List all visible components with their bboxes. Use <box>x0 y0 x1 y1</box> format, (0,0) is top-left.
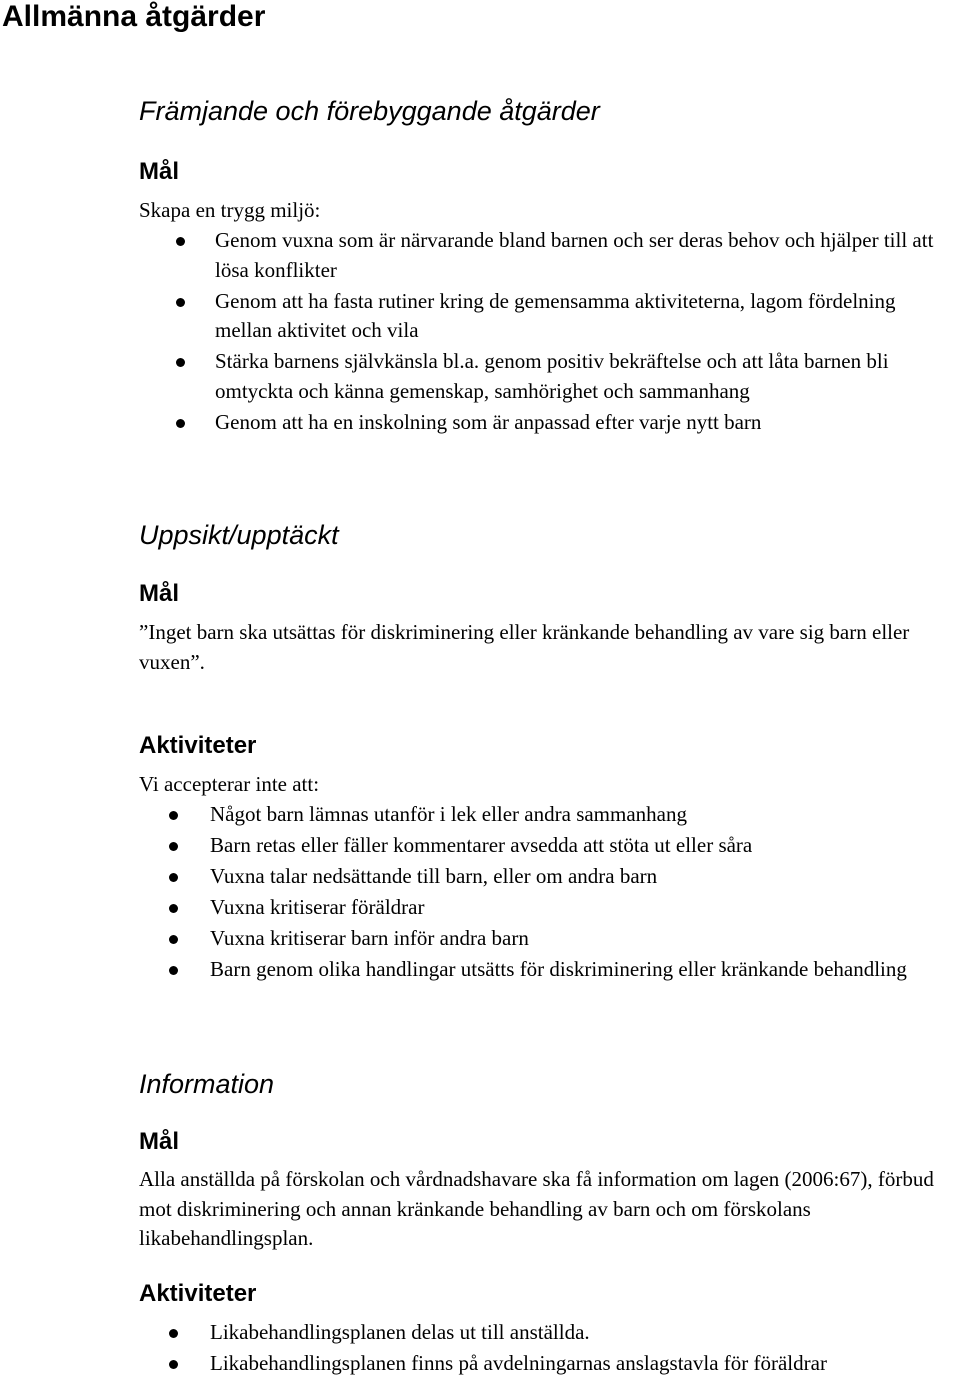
list-item: Likabehandlingsplanen finns på avdelningarnas anslagstavla för föräldrar <box>210 1349 960 1379</box>
list-item: Vuxna kritiserar barn inför andra barn <box>210 924 960 954</box>
bullet-icon <box>169 904 178 913</box>
activities-intro: Vi accepterar inte att: <box>139 772 320 796</box>
bullet-icon <box>169 935 178 944</box>
section-heading-information: Information <box>139 1069 275 1099</box>
bullet-list-uppsikt <box>210 800 960 986</box>
section-heading-framjande: Främjande och förebyggande åtgärder <box>139 96 600 126</box>
goal-heading: Mål <box>139 158 180 185</box>
goal-heading: Mål <box>139 1128 180 1155</box>
list-item: Genom att ha fasta rutiner kring de gemensamma aktiviteterna, lagom fördelning mellan aktivitet och vila <box>215 287 955 346</box>
list-item: Genom att ha en inskolning som är anpassad efter varje nytt barn <box>215 408 955 438</box>
bullet-icon <box>176 358 185 367</box>
bullet-icon <box>169 873 178 882</box>
page-title: Allmänna åtgärder <box>2 0 266 33</box>
list-item: Genom vuxna som är närvarande bland barnen och ser deras behov och hjälper till att lösa konflikter <box>215 226 955 285</box>
bullet-icon <box>176 298 185 307</box>
section-intro: Skapa en trygg miljö: <box>139 198 321 222</box>
goal-text: Alla anställda på förskolan och vårdnadshavare ska få information om lagen (2006:67), förbud mot diskriminering och annan kränkande behandling av barn och om förskolans likabehandlingsplan. <box>139 1167 934 1250</box>
list-item: Vuxna talar nedsättande till barn, eller om andra barn <box>210 862 960 892</box>
list-item: Stärka barnens självkänsla bl.a. genom positiv bekräftelse och att låta barnen bli omtyckta och känna gemenskap, samhörighet och sammanhang <box>215 347 955 406</box>
bullet-icon <box>169 842 178 851</box>
bullet-icon <box>169 1360 178 1369</box>
list-item: Barn retas eller fäller kommentarer avsedda att stöta ut eller såra <box>210 831 960 861</box>
bullet-icon <box>176 419 185 428</box>
bullet-list-information <box>210 1318 960 1380</box>
bullet-icon <box>169 811 178 820</box>
list-item: Likabehandlingsplanen delas ut till anställda. <box>210 1318 960 1348</box>
section-heading-uppsikt: Uppsikt/upptäckt <box>139 520 339 550</box>
bullet-icon <box>176 237 185 246</box>
list-item: Något barn lämnas utanför i lek eller andra sammanhang <box>210 800 960 830</box>
list-item: Vuxna kritiserar föräldrar <box>210 893 960 923</box>
activities-heading: Aktiviteter <box>139 1280 257 1307</box>
list-item: Barn genom olika handlingar utsätts för diskriminering eller kränkande behandling <box>210 955 960 985</box>
bullet-list-framjande <box>215 226 955 439</box>
bullet-icon <box>169 1329 178 1338</box>
goal-heading: Mål <box>139 580 180 607</box>
activities-heading: Aktiviteter <box>139 732 257 759</box>
bullet-icon <box>169 966 178 975</box>
goal-text: ”Inget barn ska utsättas för diskriminering eller kränkande behandling av vare sig barn eller vuxen”. <box>139 620 910 674</box>
